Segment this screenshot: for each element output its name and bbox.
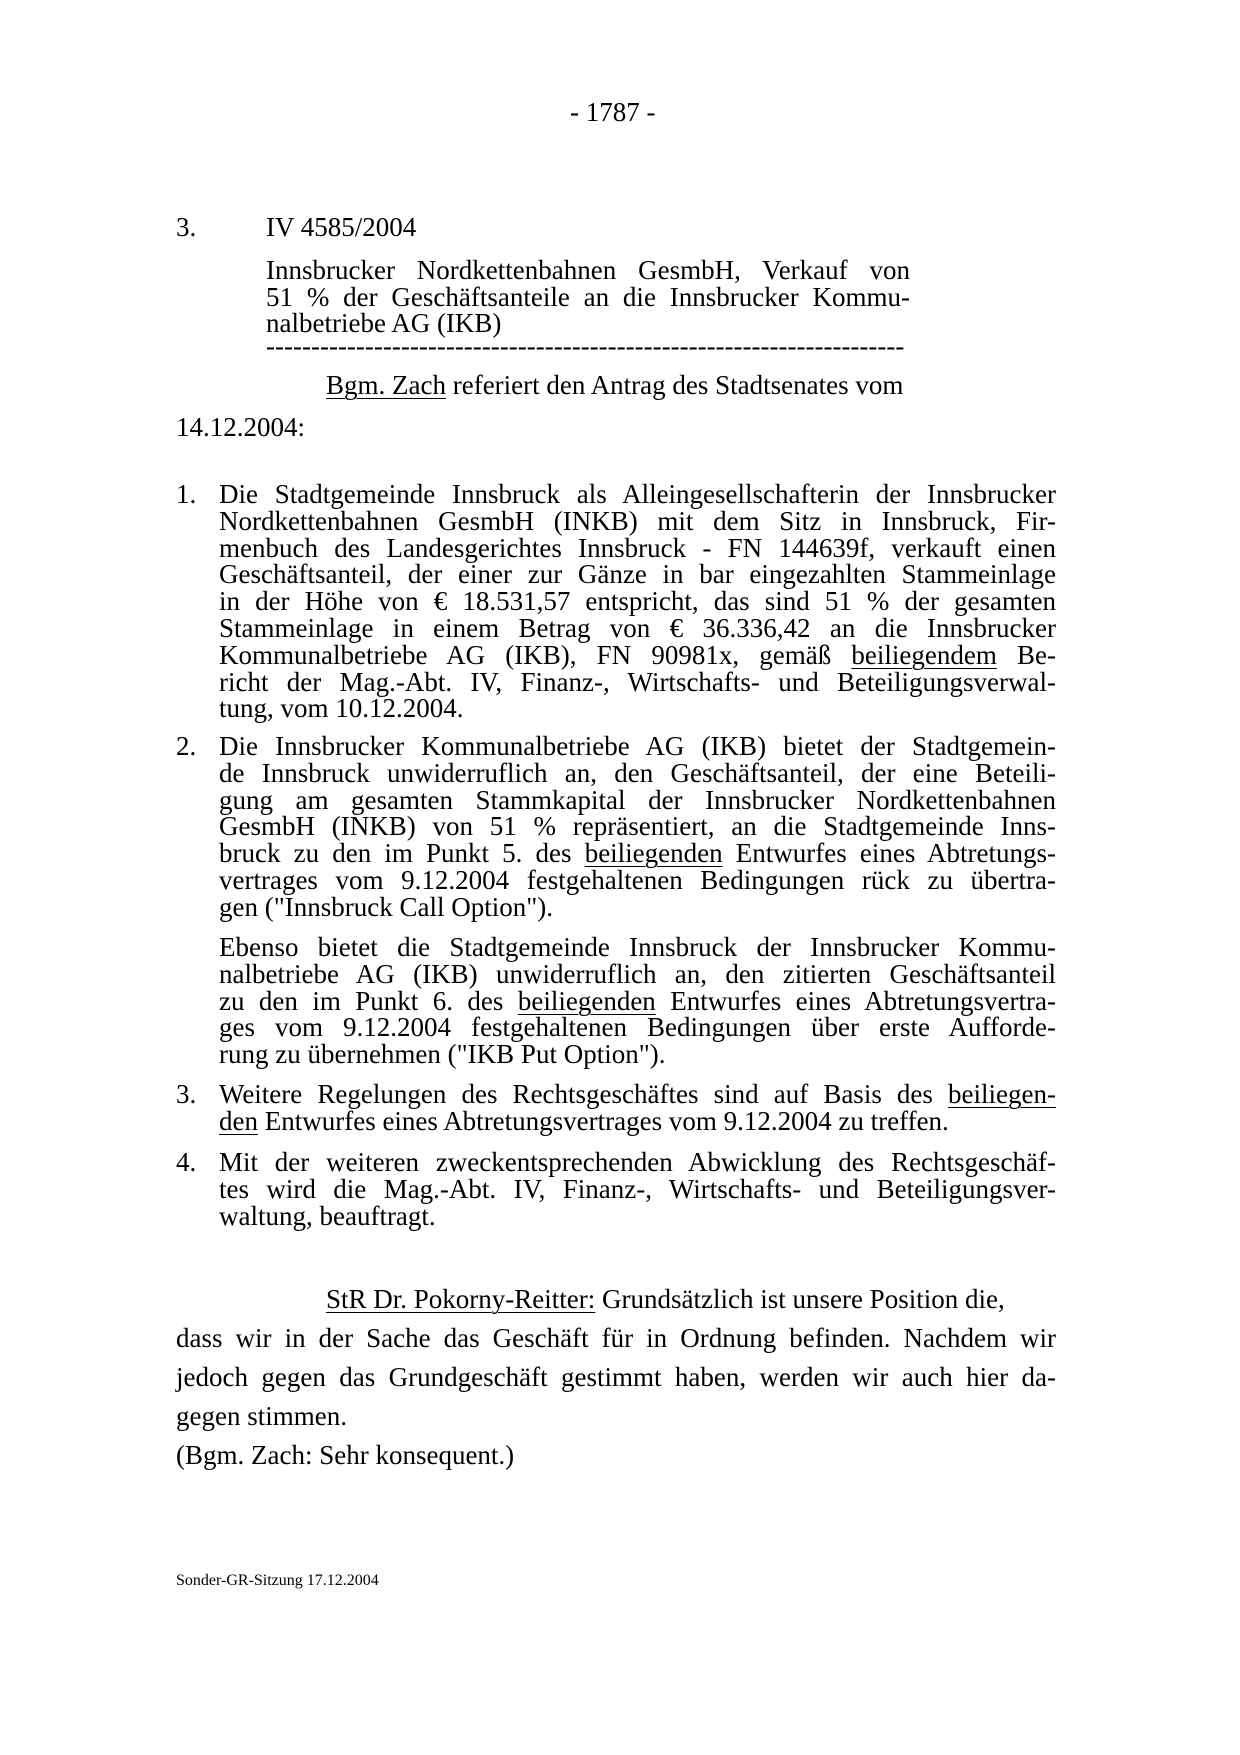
underlined-term: den: [219, 1105, 258, 1136]
motion-line: [219, 733, 1056, 760]
intro-text: referiert den Antrag des Stadtsenates vom: [445, 370, 904, 400]
motion-line: [219, 588, 1056, 615]
motion-line: [219, 1041, 665, 1068]
motion-number: 2.: [176, 731, 197, 761]
statement-line: dass wir in der Sache das Geschäft für in Ordnung befinden. Nachdem wir: [176, 1323, 1056, 1353]
motion-line: [219, 891, 553, 922]
line-text: GesmbH (INKB) von 51 % repräsentiert, an die Stadtgemeinde Inns-: [219, 811, 1056, 842]
line-text: ges vom 9.12.2004 festgehaltenen Bedingungen über erste Aufforde-: [219, 1012, 1056, 1043]
underlined-term: beiliegendem: [851, 639, 997, 670]
motion-line: [219, 505, 1056, 536]
line-text: de Innsbruck unwiderruflich an, den Geschäftsanteil, der eine Beteili-: [219, 757, 1056, 788]
motion-line: [219, 561, 1056, 588]
motion-line: [219, 615, 1056, 642]
interjection: (Bgm. Zach: Sehr konsequent.): [176, 1440, 515, 1470]
line-text: vertrages vom 9.12.2004 festgehaltenen Bedingungen rück zu übertra-: [219, 865, 1056, 895]
motion-line: [219, 1149, 1056, 1176]
line-text: Ebenso bietet die Stadtgemeinde Innsbruck der Innsbrucker Kommu-: [219, 932, 1056, 962]
underlined-term: beiliegenden: [517, 985, 656, 1016]
file-reference: IV 4585/2004: [266, 212, 417, 242]
line-text: Be-: [996, 639, 1057, 670]
line-text: rung zu übernehmen ("IKB Put Option").: [219, 1039, 666, 1070]
statement-first-line: [326, 1286, 1005, 1313]
line-text: nalbetriebe AG (IKB) unwiderruflich an, den zitierten Geschäftsanteil: [219, 958, 1056, 989]
statement-line: gegen stimmen.: [176, 1401, 347, 1431]
line-text: in der Höhe von € 18.531,57 entspricht, das sind 51 % der gesamten: [219, 586, 1056, 617]
motion-line: [219, 1014, 1056, 1041]
motion-line: [219, 1081, 1056, 1108]
line-text: Die Stadtgemeinde Innsbruck als Alleingesellschafterin der Innsbrucker: [219, 479, 1056, 509]
line-text: bruck zu den im Punkt 5. des: [219, 838, 585, 869]
underlined-term: beiliegenden: [584, 838, 723, 869]
intro-line: [326, 372, 903, 399]
motion-line: [219, 867, 1056, 894]
subject-line: Innsbrucker Nordkettenbahnen GesmbH, Verkauf von: [266, 255, 910, 285]
line-text: Geschäftsanteil, der einer zur Gänze in bar eingezahlten Stammeinlage: [219, 559, 1056, 590]
motion-number: 1.: [176, 479, 197, 509]
subject-separator: -----------------------------------------------------------------------: [266, 333, 905, 360]
motion-date: 14.12.2004:: [176, 412, 306, 442]
motion-line: [219, 1173, 1056, 1204]
line-text: Nordkettenbahnen GesmbH (INKB) mit dem Sitz in Innsbruck, Fir-: [219, 505, 1056, 536]
page-number: - 1787 -: [570, 97, 656, 127]
motion-number: 4.: [176, 1147, 197, 1177]
underlined-term: beiliegen-: [948, 1079, 1056, 1109]
motion-line: [219, 1200, 436, 1231]
line-text: Entwurfes eines Abtretungs-: [722, 838, 1056, 869]
statement-text: Grundsätzlich ist unsere Position die,: [595, 1284, 1005, 1314]
motion-line: [219, 985, 1056, 1016]
statement-line: jedoch gegen das Grundgeschäft gestimmt haben, werden wir auch hier da-: [176, 1362, 1056, 1392]
motion-line: [219, 840, 1056, 867]
motion-number: 3.: [176, 1079, 197, 1109]
motion-line: [219, 958, 1056, 989]
motion-line: [219, 666, 1056, 697]
line-text: tes wird die Mag.-Abt. IV, Finanz-, Wirtschafts- und Beteiligungsver-: [219, 1173, 1056, 1204]
line-text: gung am gesamten Stammkapital der Innsbrucker Nordkettenbahnen: [219, 784, 1056, 815]
subject-line: nalbetriebe AG (IKB): [266, 308, 502, 338]
line-text: Die Innsbrucker Kommunalbetriebe AG (IKB) bietet der Stadtgemein-: [219, 731, 1056, 761]
line-text: tung, vom 10.12.2004.: [219, 693, 464, 724]
line-text: Kommunalbetriebe AG (IKB), FN 90981x, gemäß: [219, 639, 852, 670]
item-number: 3.: [176, 212, 197, 242]
line-text: Weitere Regelungen des Rechtsgeschäftes sind auf Basis des: [219, 1079, 949, 1109]
motion-line: [219, 757, 1056, 788]
line-text: richt der Mag.-Abt. IV, Finanz-, Wirtschafts- und Beteiligungsverwal-: [219, 666, 1056, 697]
line-text: gen ("Innsbruck Call Option").: [219, 891, 553, 922]
motion-line: [219, 639, 1057, 670]
line-text: waltung, beauftragt.: [219, 1200, 436, 1231]
line-text: Stammeinlage in einem Betrag von € 36.336,42 an die Innsbrucker: [219, 613, 1056, 643]
motion-line: [219, 695, 464, 722]
line-text: zu den im Punkt 6. des: [219, 985, 518, 1016]
motion-line: [219, 784, 1056, 815]
footer-session: Sonder-GR-Sitzung 17.12.2004: [176, 1572, 379, 1589]
motion-line: [219, 481, 1056, 508]
line-text: Mit der weiteren zweckentsprechenden Abwicklung des Rechtsgeschäf-: [219, 1147, 1056, 1177]
motion-line: [219, 532, 1056, 563]
line-text: Entwurfes eines Abtretungsvertra-: [655, 985, 1056, 1016]
speaker-name: Bgm. Zach: [326, 370, 446, 400]
line-text: menbuch des Landesgerichtes Innsbruck - FN 144639f, verkauft einen: [219, 532, 1056, 563]
motion-line: [219, 813, 1056, 840]
motion-line: [219, 934, 1056, 961]
line-text: Entwurfes eines Abtretungsvertrages vom 9.12.2004 zu treffen.: [257, 1105, 949, 1136]
motion-line: [219, 1105, 949, 1136]
statement-speaker: StR Dr. Pokorny-Reitter:: [326, 1284, 596, 1314]
subject-line: 51 % der Geschäftsanteile an die Innsbrucker Kommu-: [266, 282, 910, 312]
